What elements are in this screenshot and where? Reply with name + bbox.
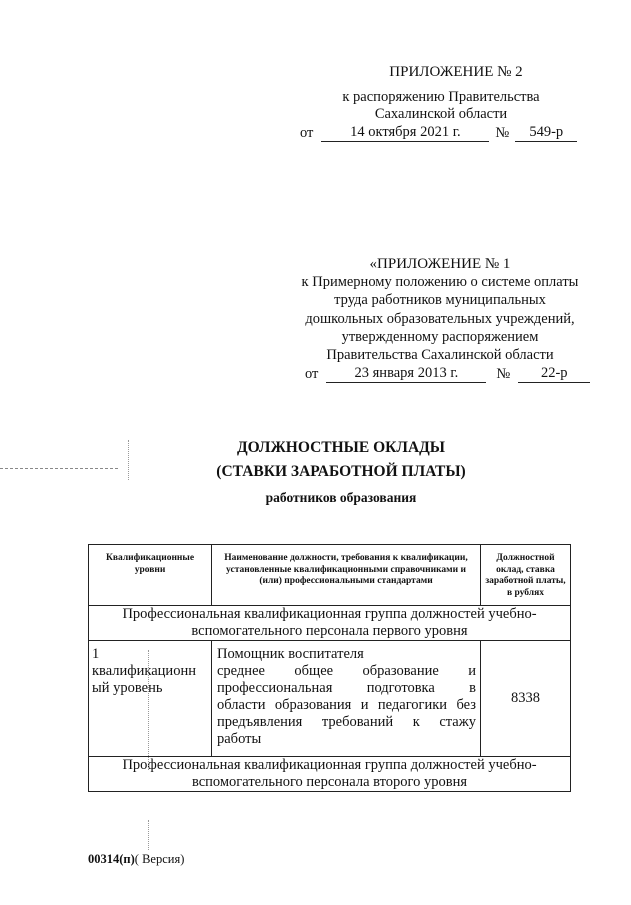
position-cell	[212, 641, 481, 757]
appendix-1-date-row	[285, 365, 595, 383]
appendix-1-line-4: утвержденному распоряжением	[341, 328, 539, 345]
title-line-3: работников образования	[265, 490, 417, 505]
appendix-2-line1: к распоряжению Правительства	[342, 89, 540, 105]
scan-vertical-mark	[148, 650, 149, 770]
table-row	[89, 641, 571, 757]
number-label: №	[495, 125, 510, 141]
requirement-line-4: предъявления требований к стажу	[217, 714, 476, 730]
order-date: 14 октября 2021 г.	[321, 124, 489, 142]
position-name: Помощник воспитателя	[217, 646, 364, 662]
from-label: от	[305, 366, 319, 383]
order-number: 22-р	[518, 365, 590, 383]
appendix-1-line-2: труда работников муниципальных	[334, 292, 546, 309]
number-label: №	[496, 366, 511, 383]
salary-cell: 8338	[481, 641, 571, 757]
scan-vertical-mark	[128, 440, 129, 480]
group-heading-first-level: Профессиональная квалификационная группа должностей учебно-вспомогательного персонала первого уровня	[89, 606, 571, 641]
appendix-1-header	[285, 255, 595, 383]
requirement-line-5: работы	[217, 731, 262, 747]
group-heading-second-level: Профессиональная квалификационная группа должностей учебно-вспомогательного персонала второго уровня	[89, 757, 571, 792]
order-number: 549-р	[515, 124, 577, 142]
order-date: 23 января 2013 г.	[326, 365, 486, 383]
title-line-2: (СТАВКИ ЗАРАБОТНОЙ ПЛАТЫ)	[216, 463, 466, 480]
requirement-line-1: среднее общее образование и	[217, 663, 476, 679]
document-code: 00314(п)	[88, 852, 135, 866]
from-label: от	[300, 125, 314, 141]
appendix-2-date-row	[300, 124, 582, 142]
level-text-1: квалификационн	[92, 663, 196, 679]
qualification-level-cell	[89, 641, 212, 757]
appendix-2-header	[300, 63, 582, 142]
appendix-1-line-5: Правительства Сахалинской области	[326, 347, 554, 364]
appendix-2-title: ПРИЛОЖЕНИЕ № 2	[389, 64, 523, 80]
header-position-requirements: Наименование должности, требования к квалификации, установленные квалификационными справочниками и (или) профессиональными стандартами	[212, 545, 481, 606]
document-version: ( Версия)	[134, 852, 185, 866]
appendix-2-line2: Сахалинской области	[374, 106, 508, 122]
table-row	[89, 606, 571, 641]
requirement-line-2: профессиональная подготовка в	[217, 680, 476, 696]
scan-dash-line	[0, 468, 118, 469]
appendix-1-title: «ПРИЛОЖЕНИЕ № 1	[369, 256, 511, 272]
salary-table	[88, 544, 571, 792]
table-header-row	[89, 545, 571, 606]
scan-vertical-mark	[148, 820, 149, 850]
appendix-1-line-3: дошкольных образовательных учреждений,	[305, 310, 575, 327]
header-salary: Должностной оклад, ставка заработной платы, в рублях	[481, 545, 571, 606]
title-line-1: ДОЛЖНОСТНЫЕ ОКЛАДЫ	[236, 439, 446, 456]
requirement-line-3: области образования и педагогики без	[217, 697, 476, 713]
document-footer	[88, 852, 184, 867]
table-row	[89, 757, 571, 792]
document-title	[160, 436, 522, 510]
level-text-2: ый уровень	[92, 680, 163, 696]
header-qualification-levels: Квалификационные уровни	[89, 545, 212, 606]
level-number: 1	[92, 646, 100, 662]
appendix-1-line-1: к Примерному положению о системе оплаты	[301, 274, 579, 290]
